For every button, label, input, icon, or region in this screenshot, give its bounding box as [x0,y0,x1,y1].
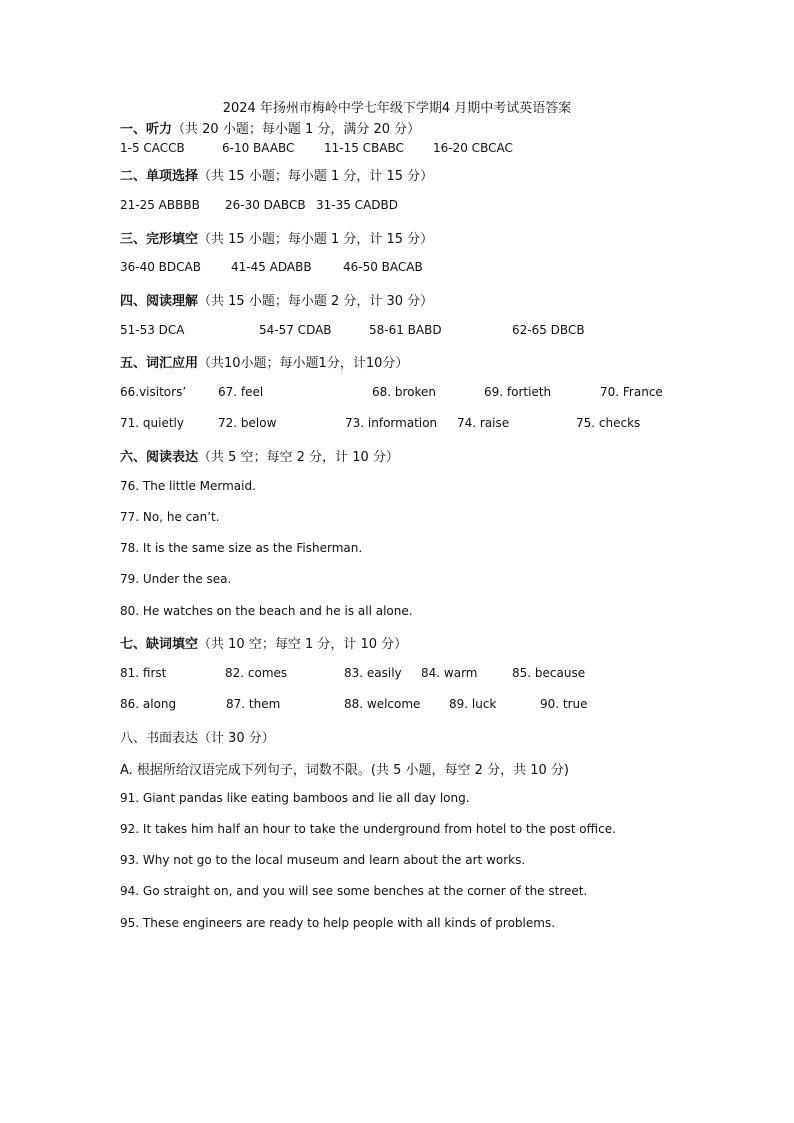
section-2-detail: （共 15 小题；每小题 1 分，计 15 分） [198,169,434,184]
section-1-detail: （共 20 小题；每小题 1 分，满分 20 分） [172,122,421,137]
answer-group: 21-25 ABBBB [120,198,200,212]
cloze-answer: 85. because [512,666,586,680]
section-7-detail: （共 10 空；每空 1 分，计 10 分） [198,637,408,652]
writing-answer: 93. Why not go to the local museum and learn about the art works. [120,853,526,867]
section-4-detail: （共 15 小题；每小题 2 分，计 30 分） [198,294,434,309]
cloze-answer: 83. easily [344,666,402,680]
answer-group: 16-20 CBCAC [433,141,513,155]
section-3-heading [120,228,433,247]
writing-answer: 91. Giant pandas like eating bamboos and lie all day long. [120,791,470,805]
vocab-answer: 66.visitors’ [120,385,187,399]
cloze-answer: 87. them [226,697,281,711]
reading-answer: 79. Under the sea. [120,572,232,586]
section-2-title: 二、单项选择 [120,169,199,184]
writing-answer: 94. Go straight on, and you will see some benches at the corner of the street. [120,884,588,898]
reading-answer: 78. It is the same size as the Fisherman. [120,541,363,555]
section-7-heading [120,633,407,652]
writing-answer: 92. It takes him half an hour to take the underground from hotel to the post office. [120,822,616,836]
cloze-answer: 89. luck [449,697,497,711]
answer-group: 1-5 CACCB [120,141,185,155]
section-5-heading [120,352,408,371]
reading-answer: 80. He watches on the beach and he is all alone. [120,604,413,618]
section-1-heading [120,118,420,137]
section-6-detail: （共 5 空；每空 2 分，计 10 分） [198,450,399,465]
answer-group: 36-40 BDCAB [120,260,201,274]
vocab-answer: 67. feel [218,385,264,399]
answer-group: 11-15 CBABC [324,141,404,155]
vocab-answer: 73. information [345,416,438,430]
section-4-title: 四、阅读理解 [120,294,199,309]
vocab-answer: 74. raise [457,416,510,430]
cloze-answer: 88. welcome [344,697,421,711]
section-8-heading: 八、书面表达（计 30 分） [120,731,275,746]
section-7-title: 七、缺词填空 [120,637,199,652]
section-3-detail: （共 15 小题；每小题 1 分，计 15 分） [198,232,434,247]
section-6-title: 六、阅读表达 [120,450,199,465]
vocab-answer: 72. below [218,416,277,430]
writing-answer: 95. These engineers are ready to help people with all kinds of problems. [120,916,556,930]
cloze-answer: 84. warm [421,666,478,680]
answer-group: 26-30 DABCB [225,198,306,212]
vocab-answer: 70. France [600,385,663,399]
section-4-heading [120,290,433,309]
section-5-detail: （共10小题；每小题1分，计10分） [198,356,409,371]
section-6-heading [120,446,399,465]
vocab-answer: 71. quietly [120,416,184,430]
answer-group: 51-53 DCA [120,323,185,337]
answer-group: 41-45 ADABB [231,260,312,274]
answer-group: 54-57 CDAB [259,323,332,337]
vocab-answer: 69. fortieth [484,385,552,399]
cloze-answer: 81. first [120,666,167,680]
reading-answer: 77. No, he can’t. [120,510,220,524]
document-title: 2024 年扬州市梅岭中学七年级下学期4 月期中考试英语答案 [222,101,572,116]
section-1-title: 一、听力 [120,122,173,137]
vocab-answer: 68. broken [372,385,437,399]
cloze-answer: 82. comes [225,666,288,680]
section-2-heading [120,165,433,184]
section-8-subheading: A. 根据所给汉语完成下列句子，词数不限。(共 5 小题，每空 2 分，共 10 分) [120,763,569,778]
section-5-title: 五、词汇应用 [120,356,199,371]
answer-group: 58-61 BABD [369,323,442,337]
cloze-answer: 86. along [120,697,177,711]
answer-group: 46-50 BACAB [343,260,423,274]
reading-answer: 76. The little Mermaid. [120,479,256,493]
vocab-answer: 75. checks [576,416,641,430]
answer-group: 62-65 DBCB [512,323,585,337]
section-3-title: 三、完形填空 [120,232,199,247]
answer-group: 31-35 CADBD [316,198,398,212]
cloze-answer: 90. true [540,697,588,711]
answer-group: 6-10 BAABC [222,141,295,155]
